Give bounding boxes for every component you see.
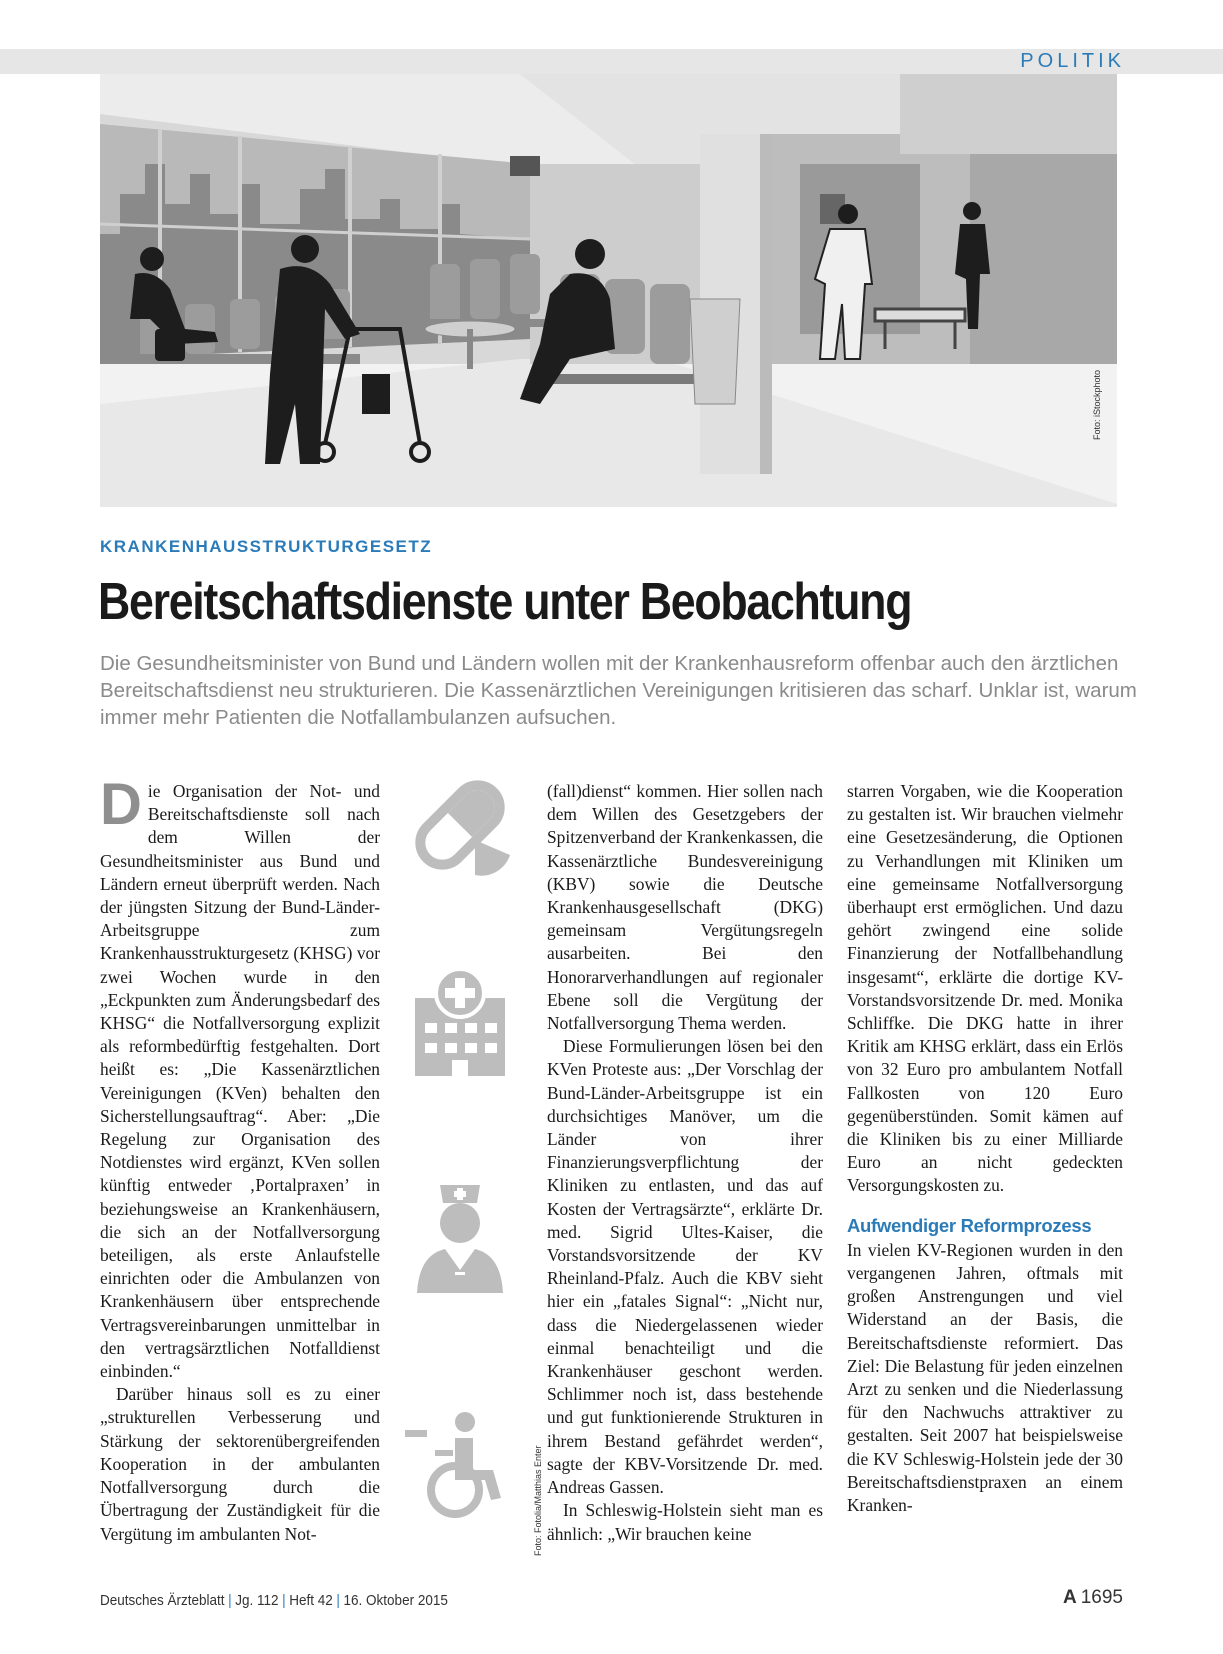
issue: Heft 42 [289, 1592, 333, 1609]
paragraph: Diese Formulierungen lösen bei den KVen Proteste aus: „Der Vorschlag der Bund-Länder-Arbeitsgruppe ist ein durchsichtiges Manöver, um die Länder von ihrer Finanzierungsverpflichtung der Kliniken zu entlasten, und das auf Kosten der Vertragsärzte“, erklärte Dr. med. Sigrid Ultes-Kaiser, die Vorstandsvorsitzende der KV Rheinland-Pfalz. Auch die KBV sieht hier ein „fatales Signal“: „Nicht nur, dass die Niedergelassenen wieder einmal benachteiligt und die Krankenhäuser geschont werden. Schlimmer noch ist, dass bestehende und gut funktionierende Strukturen in ihrem Bestand gefährdet werden“, sagte der KBV-Vorsitzende Dr. med. Andreas Gassen. [547, 1036, 823, 1498]
waiting-room-illustration [100, 74, 1117, 507]
article-kicker: KRANKENHAUSSTRUKTURGESETZ [100, 537, 433, 556]
paragraph: (fall)dienst“ kommen. Hier sollen nach dem Willen des Gesetzgebers der Spitzenverband der Krankenkassen, die Kassenärztliche Bundesvereinigung (KBV) sowie die Deutsche Krankenhausgesellschaft (DKG) gemeinsam Vergütungsregeln ausarbeiten. Bei den Honorarverhandlungen auf regionaler Ebene soll die Vergütung der Notfallversorgung Thema werden. [547, 781, 823, 1034]
page-prefix: A [1062, 1587, 1077, 1608]
paragraph: starren Vorgaben, wie die Kooperation zu gestalten ist. Wir brauchen vielmehr eine Gesetzesänderung, die Optionen zu Verhandlungen mit Kliniken um eine gemeinsame Notfallversorgung überhaupt erst ermöglichen. Und dazu gehört zwingend eine solide Finanzierung der Notfallbehandlung insgesamt“, erklärte die dortige KV-Vorstandsvorsitzende Dr. med. Monika Schliffke. Die DKG hatte in ihrer Kritik am KHSG erklärt, dass ein Erlös von 32 Euro pro ambulantem Notfall Fallkosten von 120 Euro gegenüberstünden. Somit kämen auf die Kliniken bis zu einer Milliarde Euro an nicht gedeckten Versorgungskosten zu. [847, 781, 1123, 1196]
footer-separator: | [282, 1592, 286, 1609]
footer-separator: | [228, 1592, 232, 1609]
section-label: POLITIK [1020, 50, 1125, 72]
text-column-3 [847, 780, 1123, 1517]
paragraph: In Schleswig-Holstein sieht man es ähnlich: „Wir brauchen keine [547, 1500, 823, 1544]
text-column-2 [547, 780, 823, 1546]
wheelchair-icon [405, 1410, 515, 1525]
hospital-icon [405, 968, 515, 1083]
article-headline: Bereitschaftsdienste unter Beobachtung [98, 573, 912, 631]
icon-credit: Foto: Fotolia/Matthias Enter [533, 1445, 543, 1556]
volume: Jg. 112 [235, 1592, 279, 1609]
photo-credit: Foto: iStockphoto [1092, 369, 1102, 440]
pill-icon [405, 770, 515, 885]
footer-separator: | [336, 1592, 340, 1609]
paragraph: Darüber hinaus soll es zu einer „strukturellen Verbesserung und Stärkung der sektorenübergreifenden Kooperation in der ambulanten Notfallversorgung durch die Übertragung der Zuständigkeit für die Vergütung im ambulanten Not- [100, 1384, 380, 1544]
subheading: Aufwendiger Reformprozess [847, 1214, 1092, 1236]
paragraph [100, 772, 380, 1383]
page-number-value: 1695 [1080, 1587, 1123, 1608]
page-number [1063, 1587, 1123, 1609]
page-footer [100, 1592, 448, 1609]
text-column-1 [100, 772, 380, 1546]
paragraph: In vielen KV-Regionen wurden in den vergangenen Jahren, oftmals mit großen Anstrengungen und viel Widerstand an der Basis, die Bereitschaftsdienste reformiert. Das Ziel: Die Belastung für jeden einzelnen Arzt zu senken und die Niederlassung für den Nachwuchs attraktiver zu gestalten. Seit 2007 hat beispielsweise die KV Schleswig-Holstein jede der 30 Bereitschaftsdienstpraxen an einem Kranken- [847, 1239, 1123, 1516]
nurse-icon [405, 1175, 515, 1300]
publication-name: Deutsches Ärzteblatt [100, 1592, 225, 1609]
issue-date: 16. Oktober 2015 [343, 1592, 448, 1609]
drop-cap: D [100, 772, 142, 837]
article-lead: Die Gesundheitsminister von Bund und Ländern wollen mit der Krankenhausreform offenbar auch den ärztlichen Bereitschaftsdienst neu strukturieren. Die Kassenärztlichen Vereinigungen kritisieren das scharf. Unklar ist, warum immer mehr Patienten die Notfallambulanzen aufsuchen. [100, 652, 1137, 729]
paragraph-text: ie Organisation der Not- und Bereitschaftsdienste soll nach dem Willen der Gesundheitsminister aus Bund und Ländern erneut überprüft werden. Nach der jüngsten Sitzung der Bund-Länder-Arbeitsgruppe zum Krankenhausstrukturgesetz (KHSG) vor zwei Wochen wurde in den „Eckpunkten zum Änderungsbedarf des KHSG“ die Notfallversorgung explizit als reformbedürftig festgehalten. Dort heißt es: „Die Kassenärztlichen Vereinigungen (KVen) behalten den Sicherstellungsauftrag“. Aber: „Die Regelung zur Organisation des Notdienstes wird ergänzt, KVen sollen künftig entweder ‚Portalpraxen’ in beziehungsweise an Krankenhäusern, die sich an der Notfallversorgung beteiligen, als erste Anlaufstelle einrichten oder die Ambulanzen von Krankenhäusern über entsprechende Vertragsvereinbarungen unmittelbar in den vertragsärztlichen Notfalldienst einbinden.“ [100, 781, 380, 1382]
